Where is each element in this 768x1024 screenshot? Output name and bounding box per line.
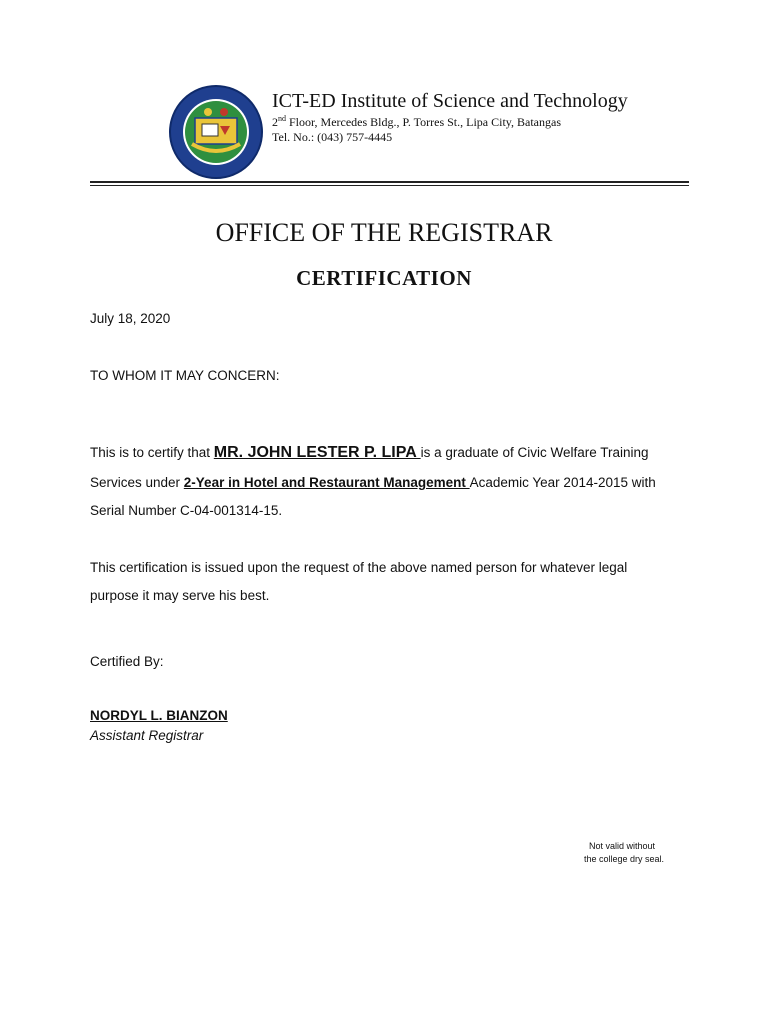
document-title: CERTIFICATION xyxy=(296,266,472,290)
body-line-1: This is to certify that MR. JOHN LESTER P. LIPA is a graduate of Civic Welfare Training xyxy=(90,444,649,461)
body-line-4: This certification is issued upon the request of the above named person for whatever legal xyxy=(90,560,628,575)
salutation: TO WHOM IT MAY CONCERN: xyxy=(90,368,280,383)
institution-address: 2nd Floor, Mercedes Bldg., P. Torres St., Lipa City, Batangas xyxy=(272,114,561,129)
body-line-2: Services under 2-Year in Hotel and Restaurant Management Academic Year 2014-2015 with xyxy=(90,475,656,490)
dry-seal-notice: Not valid without the college dry seal. xyxy=(584,841,665,864)
header-divider-thin xyxy=(90,185,689,186)
graduate-name: MR. JOHN LESTER P. LIPA xyxy=(213,444,421,461)
signatory-title: Assistant Registrar xyxy=(90,728,204,743)
office-heading: OFFICE OF THE REGISTRAR xyxy=(215,218,553,247)
certified-by-label: Certified By: xyxy=(90,654,164,669)
body-line-3: Serial Number C-04-001314-15. xyxy=(90,503,283,518)
institution-name: ICT-ED Institute of Science and Technology xyxy=(272,90,628,112)
body-line-5: purpose it may serve his best. xyxy=(90,588,270,603)
institution-telephone: Tel. No.: (043) 757-4445 xyxy=(272,130,393,144)
institution-logo xyxy=(168,84,264,180)
letter-date: July 18, 2020 xyxy=(90,311,171,326)
program-name: 2-Year in Hotel and Restaurant Management xyxy=(183,475,470,490)
signatory-name: NORDYL L. BIANZON xyxy=(90,708,228,723)
header-divider xyxy=(90,181,689,183)
